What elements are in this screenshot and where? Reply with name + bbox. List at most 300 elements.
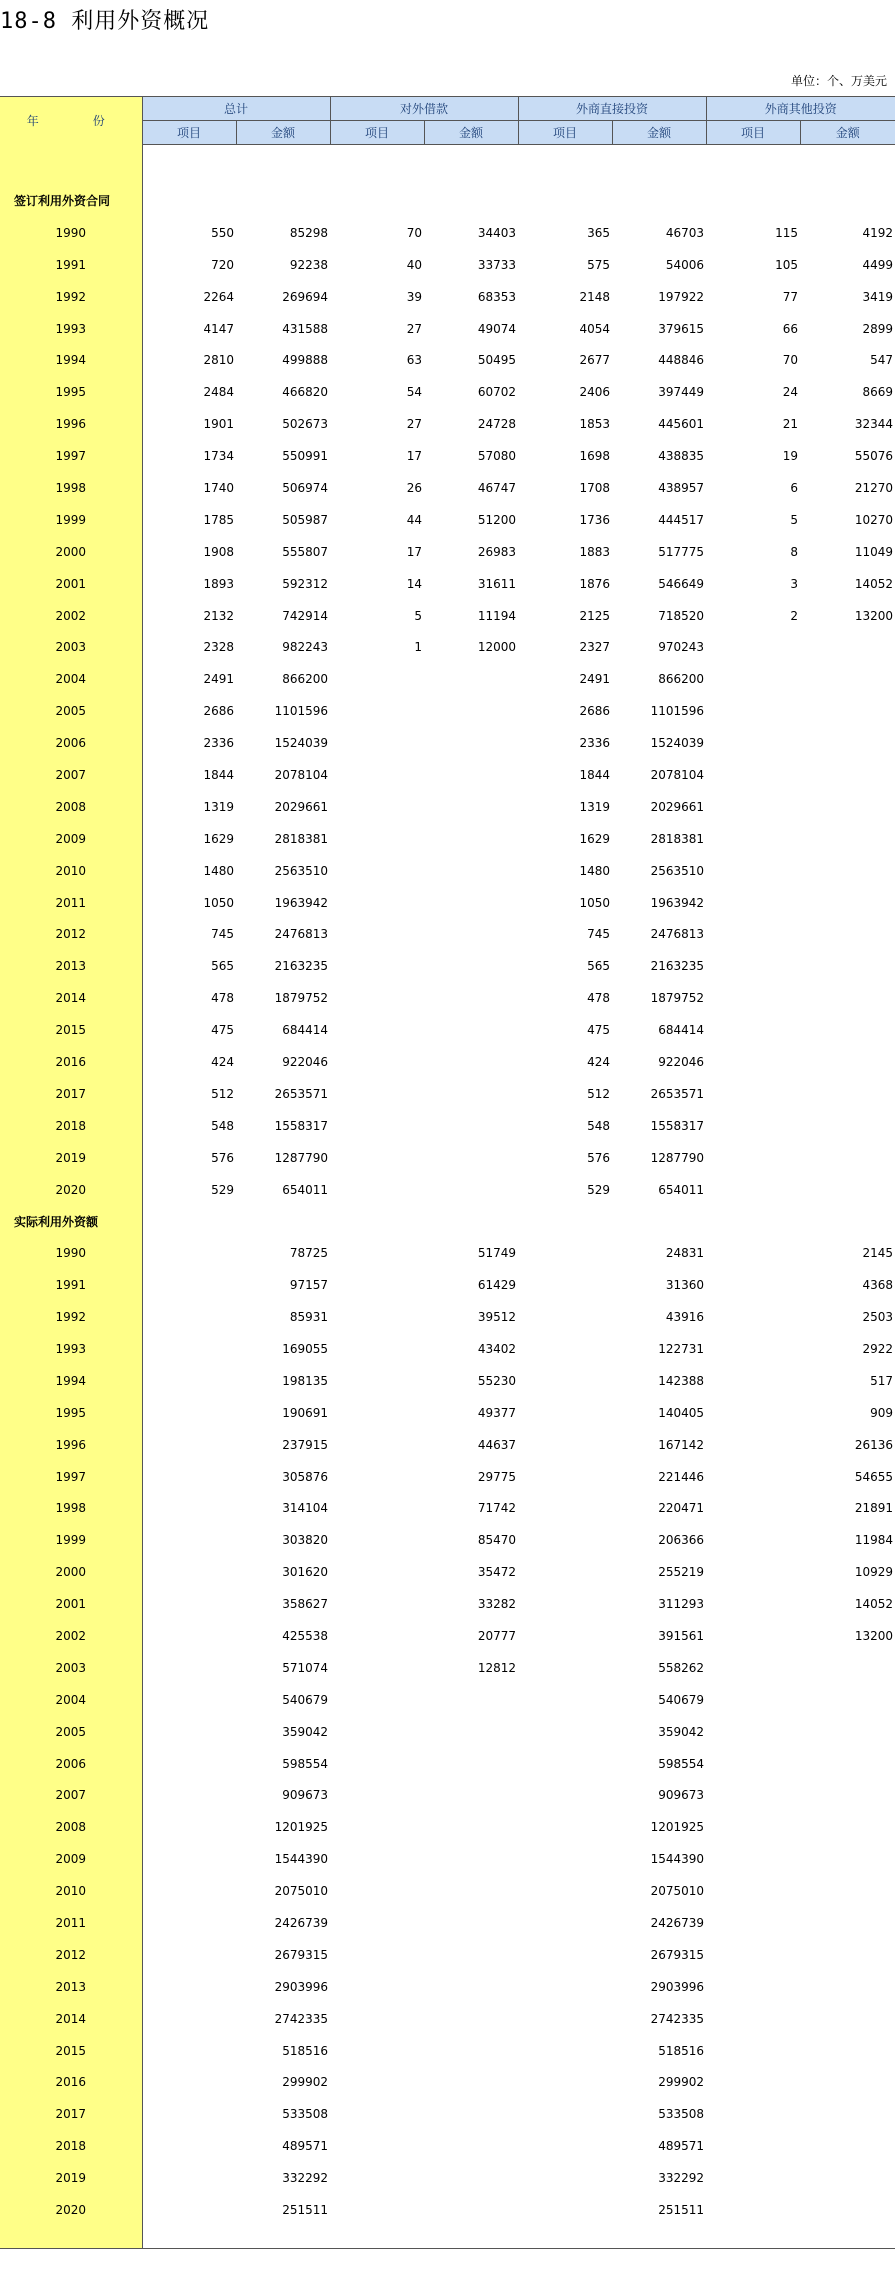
- value-cell: [800, 950, 895, 982]
- value-cell: 33282: [477, 1597, 517, 1612]
- value-cell: 909673: [658, 1788, 705, 1803]
- value-cell: [330, 1716, 424, 1748]
- value-cell: [518, 2035, 612, 2067]
- year-cell: 1999: [0, 504, 142, 536]
- value-cell: [706, 1524, 800, 1556]
- value-cell: 2903996: [274, 1979, 329, 1994]
- value-cell: [424, 727, 518, 759]
- value-cell: [330, 1365, 424, 1397]
- value-cell: 85298: [289, 225, 329, 240]
- value-cell: [330, 1811, 424, 1843]
- value-cell: 431588: [282, 321, 329, 336]
- year-cell: 2012: [0, 918, 142, 950]
- table-row: [0, 1269, 895, 1301]
- value-cell: [518, 2067, 612, 2099]
- value-cell: 518516: [658, 2043, 705, 2058]
- value-cell: 1319: [579, 799, 611, 814]
- value-cell: 49074: [477, 321, 517, 336]
- value-cell: [424, 982, 518, 1014]
- value-cell-blank: [518, 185, 612, 217]
- value-cell: [142, 2003, 236, 2035]
- value-cell: [330, 1939, 424, 1971]
- value-cell: [518, 1397, 612, 1429]
- value-cell: [424, 1875, 518, 1907]
- value-cell: [518, 2194, 612, 2226]
- table-row: [0, 281, 895, 313]
- value-cell: [330, 2035, 424, 2067]
- value-cell: [518, 1811, 612, 1843]
- value-cell-blank: [706, 2226, 800, 2249]
- value-cell: 255219: [658, 1565, 705, 1580]
- value-cell: [706, 759, 800, 791]
- value-cell: 512: [211, 1086, 234, 1101]
- value-cell: [518, 2130, 612, 2162]
- value-cell: [706, 1684, 800, 1716]
- value-cell: 866200: [282, 672, 329, 687]
- value-cell-blank: [424, 145, 518, 186]
- value-cell: 115: [775, 225, 799, 240]
- value-cell: [142, 1237, 236, 1269]
- year-column-header: 年 份: [0, 97, 142, 145]
- table-row: [0, 1780, 895, 1812]
- value-cell: [424, 887, 518, 919]
- value-cell: [142, 2130, 236, 2162]
- year-cell: 2010: [0, 1875, 142, 1907]
- value-cell: 11049: [854, 544, 894, 559]
- section-label: 签订利用外资合同: [0, 185, 142, 217]
- table-row: [0, 1556, 895, 1588]
- table-row: [0, 918, 895, 950]
- value-cell: [706, 1174, 800, 1206]
- year-cell: 1990: [0, 1237, 142, 1269]
- value-cell: 12812: [477, 1660, 517, 1675]
- value-cell-blank: [330, 1206, 424, 1238]
- value-cell: [142, 1907, 236, 1939]
- value-cell: [330, 855, 424, 887]
- value-cell: 2677: [579, 353, 611, 368]
- value-cell: 425538: [282, 1629, 329, 1644]
- value-cell: 314104: [282, 1501, 329, 1516]
- value-cell: [424, 950, 518, 982]
- group-header-direct-investment: 外商直接投资: [518, 97, 706, 121]
- value-cell: 2336: [203, 736, 234, 751]
- value-cell: 1524039: [650, 736, 705, 751]
- value-cell-blank: [424, 185, 518, 217]
- value-cell: 550: [211, 225, 234, 240]
- value-cell: [706, 1301, 800, 1333]
- value-cell: [706, 1365, 800, 1397]
- year-cell: 1991: [0, 249, 142, 281]
- value-cell: [330, 2003, 424, 2035]
- value-cell: 684414: [282, 1023, 329, 1038]
- sub-header-projects: 项目: [518, 121, 612, 145]
- year-cell: 2010: [0, 855, 142, 887]
- value-cell: 1879752: [274, 991, 329, 1006]
- value-cell: 11984: [854, 1533, 894, 1548]
- value-cell: [330, 2194, 424, 2226]
- value-cell: 142388: [658, 1373, 705, 1388]
- table-row: [0, 1046, 895, 1078]
- value-cell: 2491: [203, 672, 234, 687]
- value-cell: [518, 1556, 612, 1588]
- value-cell: [800, 1811, 895, 1843]
- value-cell: [706, 1971, 800, 2003]
- value-cell: 1287790: [274, 1150, 329, 1165]
- value-cell: 34403: [477, 225, 517, 240]
- value-cell: [424, 1110, 518, 1142]
- table-row: [0, 249, 895, 281]
- year-cell: 2003: [0, 1652, 142, 1684]
- value-cell: [142, 1620, 236, 1652]
- value-cell: 66: [782, 321, 799, 336]
- value-cell: 220471: [658, 1501, 705, 1516]
- table-row: [0, 536, 895, 568]
- value-cell: 540679: [658, 1692, 705, 1707]
- value-cell: 2653571: [650, 1086, 705, 1101]
- year-cell: 2016: [0, 2067, 142, 2099]
- value-cell: 46703: [665, 225, 705, 240]
- value-cell: [706, 950, 800, 982]
- value-cell: 506974: [282, 480, 329, 495]
- value-cell: [800, 1780, 895, 1812]
- section-header-row: [0, 185, 895, 217]
- table-row: [0, 1078, 895, 1110]
- value-cell: 2264: [203, 289, 234, 304]
- value-cell: 13200: [854, 608, 894, 623]
- sub-header-projects: 项目: [330, 121, 424, 145]
- value-cell: [800, 1110, 895, 1142]
- value-cell: 2336: [579, 736, 611, 751]
- value-cell: [800, 1907, 895, 1939]
- value-cell: [706, 2035, 800, 2067]
- value-cell: 1558317: [274, 1118, 329, 1133]
- value-cell: 31360: [665, 1278, 705, 1293]
- value-cell: [330, 1142, 424, 1174]
- value-cell-blank: [518, 145, 612, 186]
- value-cell: [424, 918, 518, 950]
- value-cell: 4499: [862, 257, 894, 272]
- value-cell: [706, 1429, 800, 1461]
- value-cell: [330, 1429, 424, 1461]
- value-cell: 311293: [658, 1597, 705, 1612]
- value-cell: [424, 2035, 518, 2067]
- value-cell: 565: [211, 959, 234, 974]
- table-row: [0, 982, 895, 1014]
- value-cell: [518, 1907, 612, 1939]
- value-cell: 85470: [477, 1533, 517, 1548]
- table-row: [0, 1429, 895, 1461]
- value-cell: 866200: [658, 672, 705, 687]
- value-cell: [518, 1237, 612, 1269]
- value-cell: 2818381: [274, 831, 329, 846]
- value-cell: 438957: [658, 480, 705, 495]
- value-cell: [330, 823, 424, 855]
- value-cell: 529: [211, 1182, 234, 1197]
- value-cell: 2922: [862, 1342, 894, 1356]
- table-row: [0, 1684, 895, 1716]
- value-cell: 475: [587, 1023, 611, 1038]
- value-cell: 1544390: [650, 1852, 705, 1867]
- value-cell: 2029661: [650, 799, 705, 814]
- value-cell: 1629: [203, 831, 234, 846]
- value-cell: 2078104: [650, 767, 705, 782]
- value-cell: 1785: [203, 512, 234, 527]
- value-cell: 2132: [203, 608, 234, 623]
- value-cell: [330, 1875, 424, 1907]
- value-cell: [330, 1556, 424, 1588]
- value-cell: [518, 1748, 612, 1780]
- value-cell: 2327: [579, 640, 611, 655]
- year-cell: 2006: [0, 1748, 142, 1780]
- value-cell: [142, 1333, 236, 1365]
- value-cell: [142, 2162, 236, 2194]
- value-cell: [518, 1939, 612, 1971]
- year-cell: 2013: [0, 950, 142, 982]
- value-cell: 71742: [477, 1501, 517, 1516]
- value-cell: [800, 791, 895, 823]
- value-cell: [706, 1269, 800, 1301]
- value-cell: [800, 1939, 895, 1971]
- value-cell: 505987: [282, 512, 329, 527]
- value-cell: 43916: [665, 1310, 705, 1325]
- value-cell: 922046: [282, 1054, 329, 1069]
- foreign-capital-table: [0, 96, 895, 2249]
- value-cell: [800, 2067, 895, 2099]
- value-cell: 1876: [579, 576, 611, 591]
- value-cell: [706, 727, 800, 759]
- value-cell: 448846: [658, 353, 705, 368]
- group-header-foreign-loans: 对外借款: [330, 97, 518, 121]
- value-cell: 251511: [658, 2203, 705, 2218]
- value-cell: 51749: [477, 1246, 517, 1261]
- value-cell: [706, 1620, 800, 1652]
- value-cell-blank: [330, 2226, 424, 2249]
- value-cell: 1101596: [274, 704, 329, 719]
- header-row-groups: [0, 97, 895, 121]
- value-cell: [330, 1269, 424, 1301]
- value-cell: [800, 1716, 895, 1748]
- value-cell-blank: [612, 2226, 706, 2249]
- value-cell: [706, 1556, 800, 1588]
- value-cell: 2742335: [650, 2011, 705, 2026]
- year-cell: 1996: [0, 1429, 142, 1461]
- value-cell: 517: [870, 1373, 894, 1388]
- sub-header-projects: 项目: [142, 121, 236, 145]
- value-cell: 922046: [658, 1054, 705, 1069]
- year-cell: 1993: [0, 1333, 142, 1365]
- table-row: [0, 1716, 895, 1748]
- value-cell: 742914: [282, 608, 329, 623]
- value-cell: [800, 2098, 895, 2130]
- value-cell: 57080: [477, 449, 517, 464]
- value-cell: [424, 2098, 518, 2130]
- table-row: [0, 791, 895, 823]
- table-row: [0, 1461, 895, 1493]
- value-cell: [706, 982, 800, 1014]
- value-cell: 3419: [862, 289, 894, 304]
- value-cell: 70: [406, 225, 423, 240]
- value-cell: 4054: [579, 321, 611, 336]
- table-row: [0, 1652, 895, 1684]
- value-cell: 21270: [854, 480, 894, 495]
- sub-header-amount: 金额: [236, 121, 330, 145]
- value-cell: 718520: [658, 608, 705, 623]
- value-cell-blank: [142, 2226, 236, 2249]
- value-cell-blank: [424, 1206, 518, 1238]
- value-cell: 85931: [289, 1310, 329, 1325]
- value-cell: 1963942: [274, 895, 329, 910]
- value-cell: [330, 695, 424, 727]
- value-cell: 2075010: [274, 1884, 329, 1899]
- table-row: [0, 313, 895, 345]
- value-cell: 1558317: [650, 1118, 705, 1133]
- table-row: [0, 2035, 895, 2067]
- value-cell: 299902: [282, 2075, 329, 2090]
- sub-header-projects: 项目: [706, 121, 800, 145]
- year-cell: 1997: [0, 1461, 142, 1493]
- value-cell: [142, 1843, 236, 1875]
- table-row: [0, 1333, 895, 1365]
- value-cell: 2426739: [274, 1916, 329, 1931]
- value-cell: [142, 1524, 236, 1556]
- table-row: [0, 1174, 895, 1206]
- value-cell: 190691: [282, 1405, 329, 1420]
- year-cell-blank: [0, 145, 142, 186]
- year-cell: 2016: [0, 1046, 142, 1078]
- value-cell: [142, 1429, 236, 1461]
- value-cell: 2145: [862, 1246, 894, 1261]
- value-cell: 546649: [658, 576, 705, 591]
- value-cell: 558262: [658, 1660, 705, 1675]
- value-cell: [424, 1142, 518, 1174]
- value-cell: [800, 823, 895, 855]
- year-cell: 2003: [0, 631, 142, 663]
- value-cell: 2679315: [274, 1947, 329, 1962]
- value-cell: 478: [211, 991, 234, 1006]
- table-row: [0, 1939, 895, 1971]
- value-cell: 1480: [203, 863, 234, 878]
- table-row: [0, 1397, 895, 1429]
- value-cell: 2679315: [650, 1947, 705, 1962]
- value-cell: 533508: [658, 2107, 705, 2122]
- value-cell: [706, 1652, 800, 1684]
- value-cell: [330, 1014, 424, 1046]
- value-cell: [800, 855, 895, 887]
- value-cell: 68353: [477, 289, 517, 304]
- value-cell: 2: [790, 608, 799, 623]
- value-cell: [424, 823, 518, 855]
- table-row: [0, 1237, 895, 1269]
- value-cell: 550991: [282, 449, 329, 464]
- value-cell: [800, 1748, 895, 1780]
- value-cell: [424, 1971, 518, 2003]
- value-cell: 31611: [477, 576, 517, 591]
- value-cell: [424, 1046, 518, 1078]
- table-row: [0, 217, 895, 249]
- value-cell: 592312: [282, 576, 329, 591]
- value-cell: [706, 1588, 800, 1620]
- value-cell: [142, 2035, 236, 2067]
- value-cell: 97157: [289, 1278, 329, 1293]
- table-row: [0, 408, 895, 440]
- value-cell-blank: [518, 1206, 612, 1238]
- table-row: [0, 1110, 895, 1142]
- value-cell: [330, 1588, 424, 1620]
- value-cell: [518, 1365, 612, 1397]
- value-cell: [330, 1524, 424, 1556]
- year-cell: 2004: [0, 663, 142, 695]
- value-cell: [424, 1907, 518, 1939]
- value-cell: 60702: [477, 385, 517, 400]
- value-cell: 359042: [282, 1724, 329, 1739]
- value-cell: [424, 2130, 518, 2162]
- year-cell: 2017: [0, 1078, 142, 1110]
- value-cell: [706, 823, 800, 855]
- value-cell: [142, 1556, 236, 1588]
- value-cell: 2078104: [274, 767, 329, 782]
- table-row: [0, 440, 895, 472]
- table-row: [0, 2067, 895, 2099]
- value-cell: [330, 918, 424, 950]
- value-cell: 332292: [282, 2171, 329, 2186]
- value-cell: [424, 1716, 518, 1748]
- value-cell: 598554: [658, 1756, 705, 1771]
- value-cell: 565: [587, 959, 611, 974]
- value-cell: [330, 1046, 424, 1078]
- value-cell: [424, 1078, 518, 1110]
- value-cell: 54655: [854, 1469, 894, 1484]
- value-cell: 43402: [477, 1342, 517, 1356]
- value-cell: 358627: [282, 1597, 329, 1612]
- value-cell: [706, 1875, 800, 1907]
- value-cell: 2810: [203, 353, 234, 368]
- value-cell: 1629: [579, 831, 611, 846]
- value-cell: [424, 2194, 518, 2226]
- value-cell: [518, 1461, 612, 1493]
- value-cell: [706, 2067, 800, 2099]
- value-cell: 4368: [862, 1278, 894, 1293]
- value-cell: [518, 1875, 612, 1907]
- sub-header-amount: 金额: [612, 121, 706, 145]
- value-cell: [424, 1684, 518, 1716]
- value-cell: 3: [790, 576, 799, 591]
- value-cell-blank: [236, 2226, 330, 2249]
- value-cell: 397449: [658, 385, 705, 400]
- value-cell: [706, 1811, 800, 1843]
- value-cell: [330, 1110, 424, 1142]
- value-cell: 5: [790, 512, 799, 527]
- value-cell: [424, 2067, 518, 2099]
- section-header-row: [0, 1206, 895, 1238]
- value-cell: 39: [406, 289, 423, 304]
- value-cell: 1319: [203, 799, 234, 814]
- value-cell: [518, 2003, 612, 2035]
- value-cell: [706, 1110, 800, 1142]
- value-cell: 29775: [477, 1469, 517, 1484]
- value-cell: [800, 1014, 895, 1046]
- table-row: [0, 1524, 895, 1556]
- value-cell: 1050: [579, 895, 611, 910]
- value-cell: 206366: [658, 1533, 705, 1548]
- value-cell: [424, 1780, 518, 1812]
- value-cell: [142, 1652, 236, 1684]
- value-cell: [330, 1907, 424, 1939]
- value-cell: 2476813: [650, 927, 705, 942]
- value-cell: 2742335: [274, 2011, 329, 2026]
- value-cell: [330, 1333, 424, 1365]
- value-cell: 1893: [203, 576, 234, 591]
- table-row: [0, 1811, 895, 1843]
